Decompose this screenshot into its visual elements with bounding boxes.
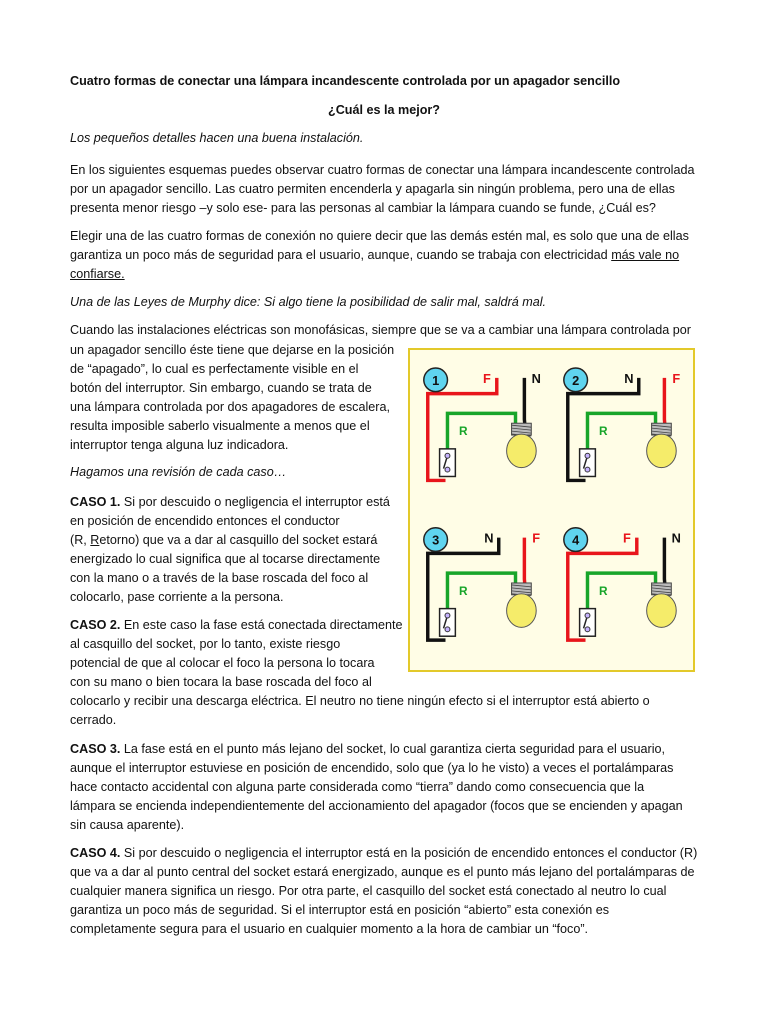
paragraph-3-line: interruptor tenga alguna luz indicadora. xyxy=(70,438,289,452)
caso-3-line: lámpara se encienda independientemente del accionamiento del apagador (focos que se encienden y apagan xyxy=(70,799,683,813)
case-number: 2 xyxy=(572,372,580,388)
caso-4-line: completamente segura para el usuario en cualquier momento a la hora de cambiar un “foco”. xyxy=(70,922,589,936)
paragraph-3-line: una lámpara controlada por dos apagadores de escalera, xyxy=(70,400,390,414)
caso-2-label: CASO 2. xyxy=(70,618,121,632)
case-number: 4 xyxy=(572,532,580,548)
caso-2-line: colocarlo y recibir una descarga eléctrica. El neutro no tiene ningún efecto si el interruptor está abierto o xyxy=(70,694,650,708)
caso-3-line: sin causa aparente). xyxy=(70,818,185,832)
switch-terminal xyxy=(585,627,590,632)
caso-1-text: Si por descuido o negligencia el interruptor está xyxy=(120,495,390,509)
paragraph-2-text: garantiza un poco más de seguridad para el usuario, aunque, cuando se trabaja con electricidad xyxy=(70,248,612,262)
switch-terminal xyxy=(585,613,590,618)
paragraph-3-line: botón del interruptor. Sin embargo, cuando se trata de xyxy=(70,381,372,395)
caso-2-line xyxy=(70,616,403,635)
terminal-label-left: N xyxy=(484,530,494,546)
caso-2-line: al casquillo del socket, por lo tanto, existe riesgo xyxy=(70,637,341,651)
document-subtitle: ¿Cuál es la mejor? xyxy=(328,103,440,117)
caso-2-line: potencial de que al colocar el foco la persona lo tocara xyxy=(70,656,375,670)
caso-3-line: hace contacto accidental con alguna parte considerada como “tierra” dando como consecuencia que la xyxy=(70,780,645,794)
case-number: 3 xyxy=(432,532,440,548)
caso-1-line: con la mano o a través de la base roscada del foco al xyxy=(70,571,369,585)
caso-4-line xyxy=(70,844,697,863)
caso-1-line: colocarlo, pase corriente a la persona. xyxy=(70,590,284,604)
terminal-label-right: F xyxy=(532,530,541,546)
wiring-panel xyxy=(424,528,540,640)
caso-3-line xyxy=(70,740,665,759)
emphasis-underlined: confiarse. xyxy=(70,267,125,281)
caso-1-line xyxy=(70,531,377,550)
terminal-label-left: F xyxy=(482,370,491,386)
terminal-label-right: F xyxy=(672,370,681,386)
caso-1-line: energizado lo cual significa que al tocarse directamente xyxy=(70,552,381,566)
switch-terminal xyxy=(585,467,590,472)
return-wire xyxy=(447,573,515,608)
paragraph-2-line: Elegir una de las cuatro formas de conexión no quiere decir que las demás estén mal, es solo que una de ellas xyxy=(70,229,689,243)
emphasis-underlined: más vale no xyxy=(611,248,680,262)
terminal-label-right: N xyxy=(671,530,681,546)
caso-1-text: etorno) que va a dar al casquillo del socket estará xyxy=(99,533,378,547)
review-intro: Hagamos una revisión de cada caso… xyxy=(70,465,287,479)
paragraph-1-line: presenta menor riesgo –y solo ese- para las personas al cambiar la lámpara cuando se funde, ¿Cuál es? xyxy=(70,201,656,215)
tagline: Los pequeños detalles hacen una buena instalación. xyxy=(70,131,364,145)
bulb-glass xyxy=(507,434,537,468)
wiring-panel xyxy=(564,368,680,480)
document-title: Cuatro formas de conectar una lámpara incandescente controlada por un apagador sencillo xyxy=(70,74,621,88)
caso-3-label: CASO 3. xyxy=(70,742,121,756)
caso-4-line: garantiza un poco más de seguridad. Si el interruptor está en posición “abierto” esta conexión es xyxy=(70,903,610,917)
switch-terminal xyxy=(585,453,590,458)
return-wire-label: R xyxy=(598,583,608,598)
return-wire-label: R xyxy=(458,424,468,439)
case-number: 1 xyxy=(432,372,440,388)
caso-1-text: (R, xyxy=(70,533,91,547)
caso-2-line: con su mano o bien tocara la base roscada del foco al xyxy=(70,675,372,689)
paragraph-1-line: por un apagador sencillo. Las cuatro permiten encenderla y apagarla sin ningún problema, pero una de ellas xyxy=(70,182,675,196)
caso-1-line: en posición de encendido entonces el conductor xyxy=(70,514,340,528)
return-wire xyxy=(587,413,655,448)
bulb-glass xyxy=(647,594,677,628)
bulb-glass xyxy=(507,594,537,628)
caso-2-text: En este caso la fase está conectada directamente xyxy=(120,618,403,632)
bulb-glass xyxy=(647,434,677,468)
caso-2-line: cerrado. xyxy=(70,713,117,727)
caso-3-text: La fase está en el punto más lejano del socket, lo cual garantiza cierta seguridad para el usuario, xyxy=(120,742,666,756)
return-wire xyxy=(587,573,655,608)
return-wire-label: R xyxy=(458,583,468,598)
murphy-quote: Una de las Leyes de Murphy dice: Si algo tiene la posibilidad de salir mal, saldrá mal. xyxy=(70,295,547,309)
terminal-label-right: N xyxy=(531,370,541,386)
wiring-diagram-svg xyxy=(410,350,693,670)
paragraph-1-line: En los siguientes esquemas puedes observar cuatro formas de conectar una lámpara incandescente controlada xyxy=(70,163,695,177)
caso-4-text: Si por descuido o negligencia el interruptor está en la posición de encendido entonces el conductor (R) xyxy=(120,846,698,860)
switch-terminal xyxy=(445,467,450,472)
retorno-initial: R xyxy=(90,533,100,547)
paragraph-3-line: resulta imposible saberlo visualmente a menos que el xyxy=(70,419,370,433)
paragraph-3-line: de “apagado”, lo cual es perfectamente visible en el xyxy=(70,362,359,376)
caso-1-line xyxy=(70,493,390,512)
terminal-label-left: N xyxy=(624,370,634,386)
wiring-panel xyxy=(424,368,541,480)
caso-1-label: CASO 1. xyxy=(70,495,121,509)
wiring-diagram xyxy=(408,348,695,672)
caso-4-label: CASO 4. xyxy=(70,846,121,860)
switch-terminal xyxy=(445,613,450,618)
wiring-panel xyxy=(564,528,681,640)
paragraph-2-line xyxy=(70,246,679,265)
caso-4-line: que va a dar al punto central del socket estará energizado, aunque es el punto más lejano del portalámparas de xyxy=(70,865,695,879)
caso-4-line: cualquier manera significa un riesgo. Por otra parte, el casquillo del socket está conectado al neutro lo cual xyxy=(70,884,667,898)
switch-terminal xyxy=(445,453,450,458)
paragraph-3-line: Cuando las instalaciones eléctricas son monofásicas, siempre que se va a cambiar una lámpara controlada por xyxy=(70,323,691,337)
switch-terminal xyxy=(445,627,450,632)
return-wire xyxy=(447,413,515,448)
paragraph-3-line: un apagador sencillo éste tiene que dejarse en la posición xyxy=(70,343,395,357)
return-wire-label: R xyxy=(598,424,608,439)
terminal-label-left: F xyxy=(623,530,631,546)
caso-3-line: aunque el interruptor estuviese en posición de encendido, solo que (ya lo he visto) a veces el portalámparas xyxy=(70,761,674,775)
